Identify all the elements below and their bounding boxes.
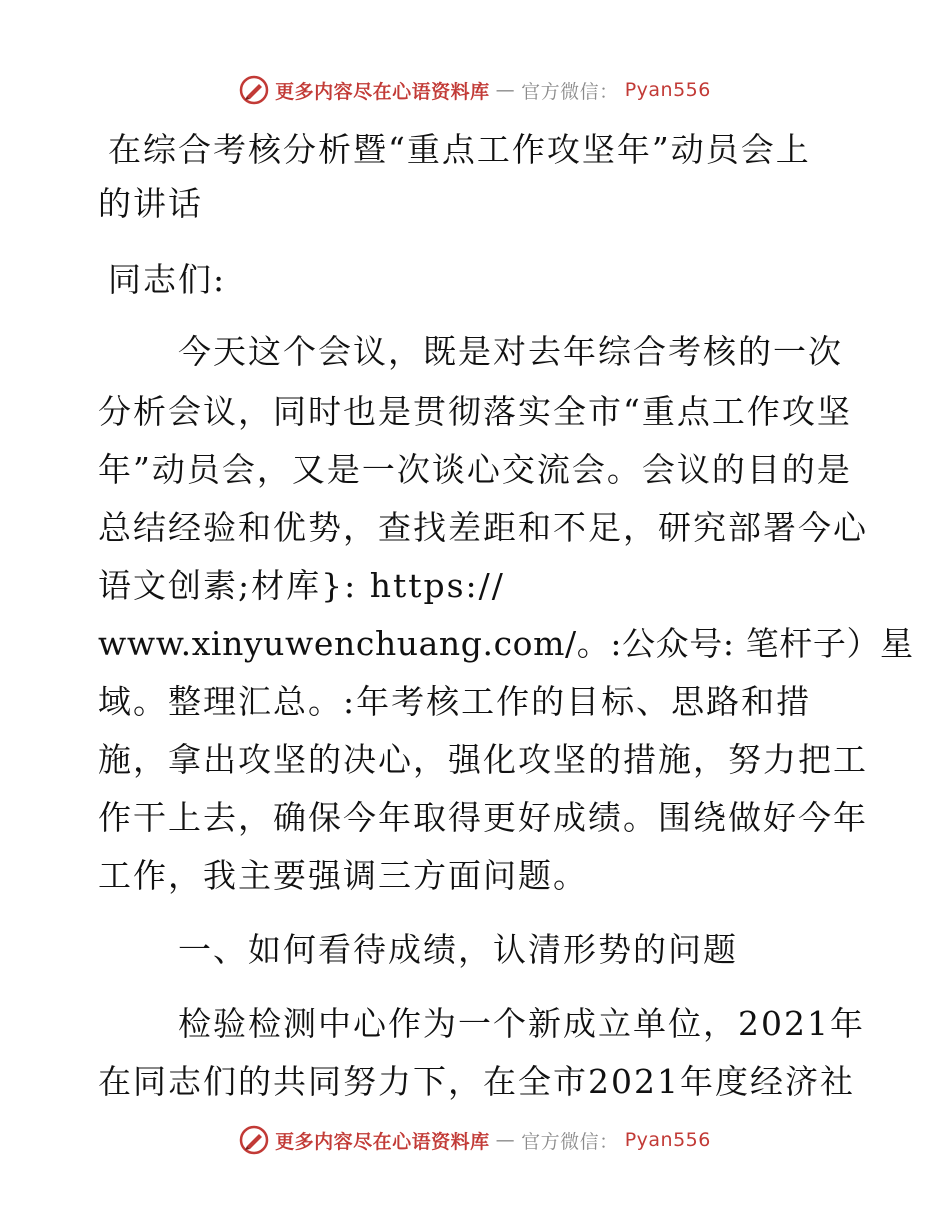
banner-wechat-label: 官方微信： [521, 1130, 619, 1153]
paragraph-1-line: 域。整理汇总。:年考核工作的目标、思路和措 [98, 682, 812, 721]
document-title-line-1: 在综合考核分析暨“重点工作攻坚年”动员会上 [108, 130, 811, 169]
banner-red-text: 更多内容尽在心语资料库 [275, 1130, 490, 1153]
paragraph-1-line: 语文创素;材库}: https:// [98, 566, 505, 605]
paragraph-1-line: 工作，我主要强调三方面问题。 [98, 856, 588, 895]
footer-banner [0, 1120, 950, 1160]
paragraph-1-line: 今天这个会议，既是对去年综合考核的一次 [178, 332, 843, 371]
pen-logo-icon [239, 75, 269, 105]
paragraph-2-line: 在同志们的共同努力下，在全市2021年度经济社 [98, 1062, 855, 1101]
paragraph-2-line: 检验检测中心作为一个新成立单位，2021年 [178, 1004, 865, 1043]
banner-dash: — [495, 79, 516, 101]
banner-wechat-label: 官方微信： [521, 80, 619, 103]
banner-red-text: 更多内容尽在心语资料库 [275, 80, 490, 103]
paragraph-1-line: 施，拿出攻坚的决心，强化攻坚的措施，努力把工 [98, 740, 868, 779]
banner-dash: — [495, 1129, 516, 1151]
paragraph-1-line: 作干上去，确保今年取得更好成绩。围绕做好今年 [98, 798, 868, 837]
salutation: 同志们: [108, 260, 227, 299]
document-title-line-2: 的讲话 [98, 184, 203, 223]
section-heading-1: 一、如何看待成绩，认清形势的问题 [178, 930, 738, 969]
paragraph-1-line: 年”动员会，又是一次谈心交流会。会议的目的是 [98, 450, 852, 489]
paragraph-1-line: www.xinyuwenchuang.com/。:公众号: 笔杆子）星 [98, 624, 914, 663]
banner-wechat-id: Pyan556 [624, 79, 711, 101]
header-banner [0, 70, 950, 110]
banner-wechat-id: Pyan556 [624, 1129, 711, 1151]
pen-logo-icon [239, 1125, 269, 1155]
paragraph-1-line: 分析会议，同时也是贯彻落实全市“重点工作攻坚 [98, 392, 852, 431]
paragraph-1-line: 总结经验和优势，查找差距和不足，研究部署今心 [98, 508, 868, 547]
